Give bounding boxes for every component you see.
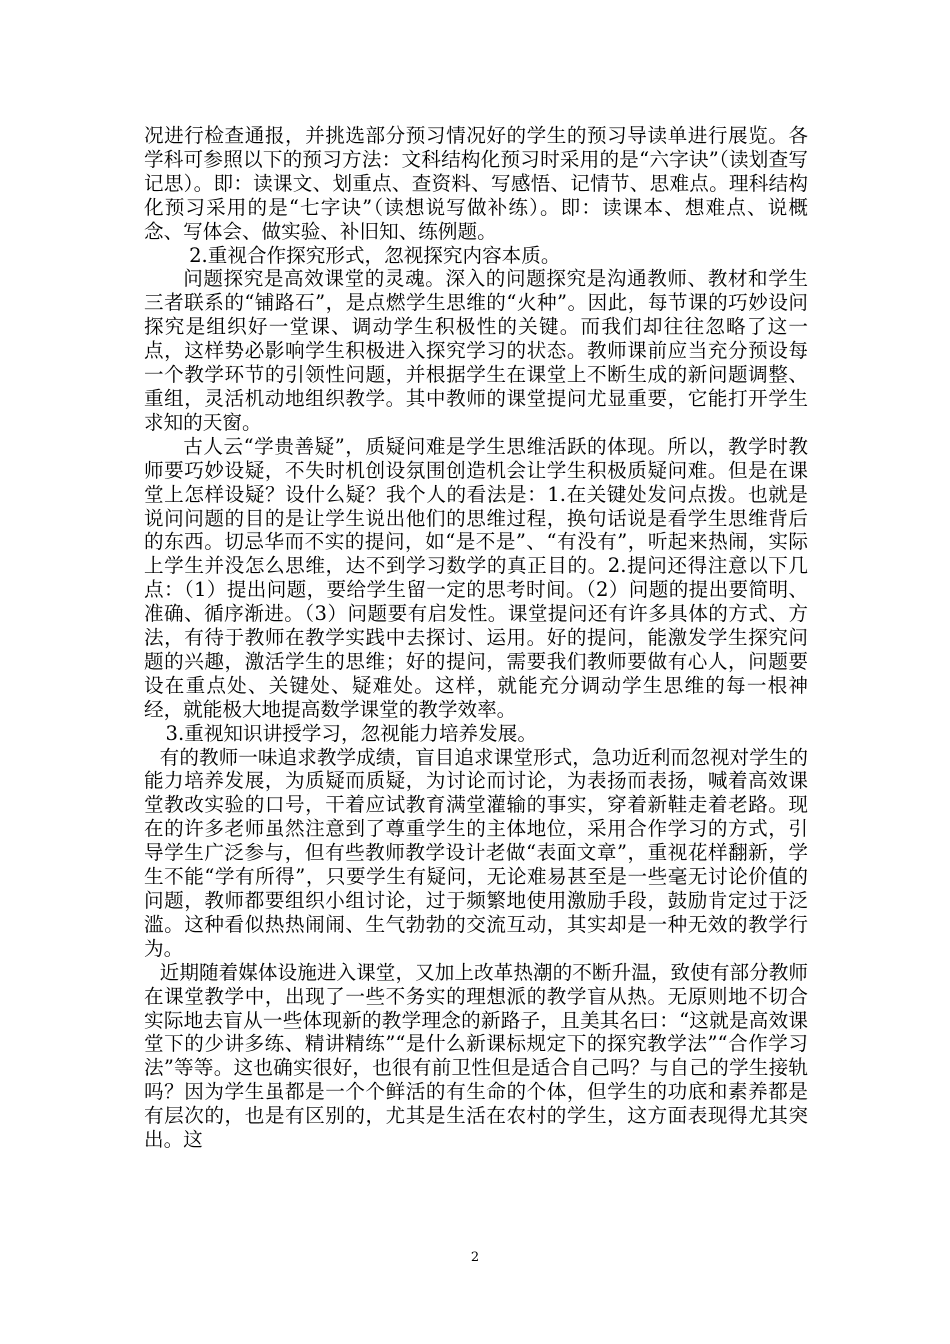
paragraph-media-trend: 近期随着媒体设施进入课堂，又加上改革热潮的不断升温，致使有部分教师在课堂教学中，出现了一些不务实的理想派的教学盲从热。无原则地不切合实际地去盲从一些体现新的教学理念的新路子，且美其名曰：“这就是高效课堂下的少讲多练、精讲精练”“是什么新课标规定下的探究教学法”“合作学习法”等等。这也确实很好，也很有前卫性但是适合自己吗？与自己的学生接轨吗？因为学生虽都是一个个鲜活的有生命的个体，但学生的功底和素养都是有层次的，也是有区别的，尤其是生活在农村的学生，这方面表现得尤其突出。这 <box>144 960 808 1152</box>
section-heading-cooperative-inquiry: 2.重视合作探究形式，忽视探究内容本质。 <box>189 243 561 267</box>
paragraph-ability-training: 有的教师一味追求教学成绩，盲目追求课堂形式，急功近利而忽视对学生的能力培养发展，为质疑而质疑，为讨论而讨论，为表扬而表扬，喊着高效课堂教改实验的口号，干着应试教育满堂灌输的事实，穿着新鞋走着老路。现在的许多老师虽然注意到了尊重学生的主体地位，采用合作学习的方式，引导学生广泛参与，但有些教师教学设计老做“表面文章”，重视花样翻新，学生不能“学有所得”，只要学生有疑问，无论难易甚至是一些毫无讨论价值的问题，教师都要组织小组讨论，过于频繁地使用激励手段，鼓励肯定过于泛滥。这种看似热热闹闹、生气勃勃的交流互动，其实却是一种无效的教学行为。 <box>144 745 808 960</box>
paragraph-preview-methods: 况进行检查通报，并挑选部分预习情况好的学生的预习导读单进行展览。各学科可参照以下的预习方法：文科结构化预习时采用的是“六字诀”（读划查写记思）。即：读课文、划重点、查资料、写感悟、记情节、思难点。理科结构化预习采用的是“七字诀”（读想说写做补练）。即：读课本、想难点、说概念、写体会、做实验、补旧知、练例题。 <box>144 124 808 243</box>
page-number: 2 <box>470 1250 480 1265</box>
paragraph-problem-inquiry: 问题探究是高效课堂的灵魂。深入的问题探究是沟通教师、教材和学生三者联系的“铺路石”，是点燃学生思维的“火种”。因此，每节课的巧妙设问探究是组织好一堂课、调动学生积极性的关键。而我们却往往忽略了这一点，这样势必影响学生积极进入探究学习的状态。教师课前应当充分预设每一个教学环节的引领性问题，并根据学生在课堂上不断生成的新问题调整、重组，灵活机动地组织教学。其中教师的课堂提问尤显重要，它能打开学生求知的天窗。 <box>144 267 808 434</box>
section-heading-knowledge-teaching: 3.重视知识讲授学习，忽视能力培养发展。 <box>165 721 537 745</box>
document-body <box>144 124 808 1152</box>
paragraph-questioning: 古人云“学贵善疑”，质疑问难是学生思维活跃的体现。所以，教学时教师要巧妙设疑，不失时机创设氛围创造机会让学生积极质疑问难。但是在课堂上怎样设疑？设什么疑？我个人的看法是：1.在关键处发问点拨。也就是说问问题的目的是让学生说出他们的思维过程，换句话说是看学生思维背后的东西。切忌华而不实的提问，如“是不是”、“有没有”，听起来热闹，实际上学生并没怎么思维，达不到学习数学的真正目的。2.提问还得注意以下几点：（1）提出问题，要给学生留一定的思考时间。（2）问题的提出要简明、准确、循序渐进。（3）问题要有启发性。课堂提问还有许多具体的方式、方法，有待于教师在教学实践中去探讨、运用。好的提问，能激发学生探究问题的兴趣，激活学生的思维；好的提问，需要我们教师要做有心人，问题要设在重点处、关键处、疑难处。这样，就能充分调动学生思维的每一根神经，就能极大地提高数学课堂的教学效率。 <box>144 434 808 721</box>
